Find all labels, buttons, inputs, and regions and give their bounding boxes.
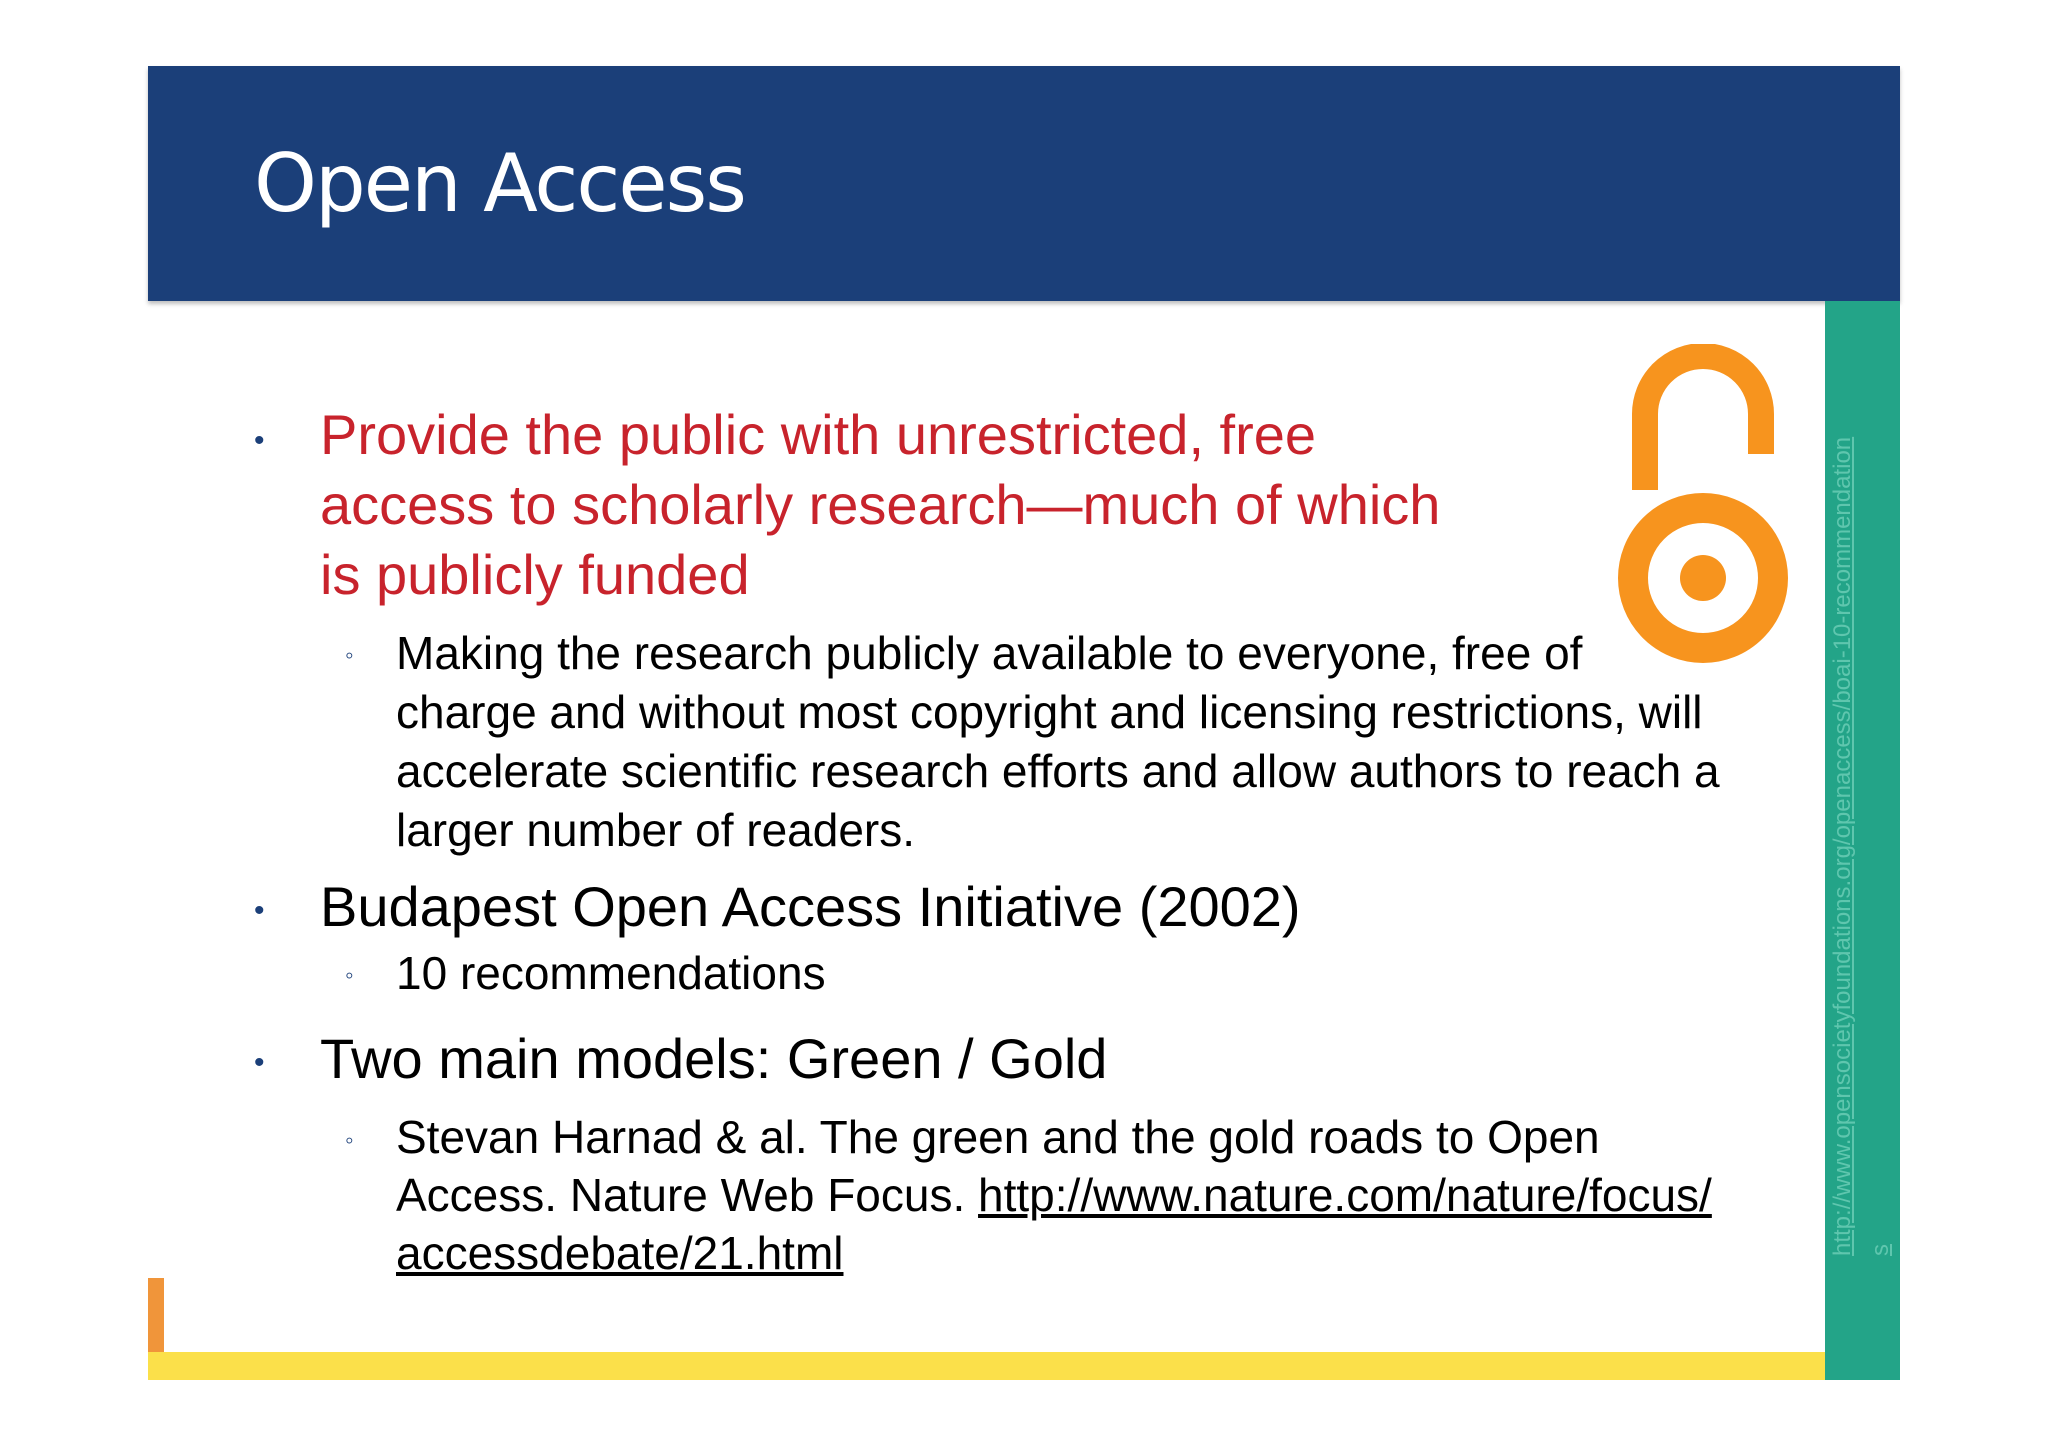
bullet-marker: • bbox=[254, 894, 265, 927]
sub-bullet-3-line-1: Stevan Harnad & al. The green and the gold roads to Open bbox=[396, 1111, 1600, 1163]
sub-bullet-3-text: Access. Nature Web Focus. bbox=[396, 1169, 979, 1221]
bullet-1-line-3: is publicly funded bbox=[320, 543, 750, 606]
sub-bullet-1-line-3: accelerate scientific research efforts and allow authors to reach a bbox=[396, 745, 1720, 797]
sub-bullet-1-line-2: charge and without most copyright and licensing restrictions, will bbox=[396, 686, 1703, 738]
sub-bullet-3-line-2 bbox=[396, 1166, 1712, 1224]
bullet-marker: • bbox=[254, 1046, 265, 1079]
sub-bullet-marker: ◦ bbox=[345, 962, 354, 989]
side-vertical-link[interactable]: http://www.opensocietyfoundations.org/openaccess/boai-10-recommendations bbox=[1829, 436, 1894, 1256]
bullet-marker: • bbox=[254, 424, 265, 457]
bullet-2-text: Budapest Open Access Initiative (2002) bbox=[320, 875, 1301, 938]
slide bbox=[148, 66, 1900, 1380]
nature-focus-link[interactable]: http://www.nature.com/nature/focus/ bbox=[978, 1169, 1712, 1221]
bullet-1-line-1: Provide the public with unrestricted, free bbox=[320, 403, 1317, 466]
nature-focus-link-continued[interactable]: accessdebate/21.html bbox=[396, 1227, 844, 1279]
sub-bullet-1-line-1: Making the research publicly available to everyone, free of bbox=[396, 627, 1583, 679]
sub-bullet-1-line-4: larger number of readers. bbox=[396, 804, 916, 856]
bullet-3-text: Two main models: Green / Gold bbox=[320, 1027, 1108, 1090]
sub-bullet-marker: ◦ bbox=[345, 1127, 354, 1154]
slide-content bbox=[148, 66, 1900, 1380]
sub-bullet-marker: ◦ bbox=[345, 642, 354, 669]
slide-title: Open Access bbox=[254, 137, 745, 230]
bullet-1-line-2: access to scholarly research—much of which bbox=[320, 473, 1441, 536]
sub-bullet-2-text: 10 recommendations bbox=[396, 947, 826, 999]
